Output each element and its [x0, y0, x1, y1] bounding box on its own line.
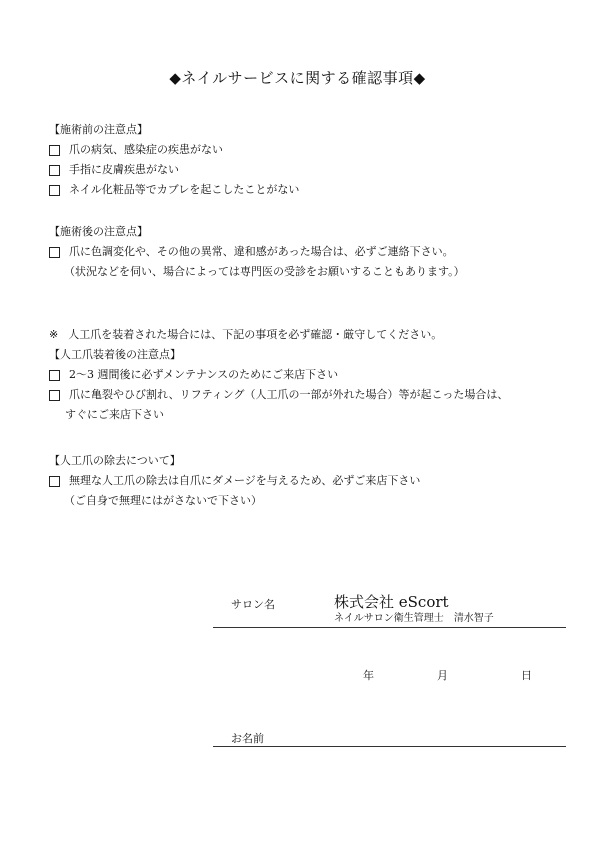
date-year-label: 年	[363, 669, 374, 682]
artificial-section	[49, 325, 559, 425]
after-note: （状況などを伺い、場合によっては専門医の受診をお願いすることもあります。）	[64, 265, 465, 278]
checklist-item-text: 爪に亀裂やひび割れ、リフティング（人工爪の一部が外れた場合）等が起こった場合は、	[69, 388, 509, 401]
company-name: 株式会社 eScort	[334, 593, 449, 611]
date-month-label: 月	[437, 669, 448, 682]
notice-text: 人工爪を装着された場合には、下記の事項を必ず確認・厳守してください。	[68, 328, 443, 341]
manager-title: ネイルサロン衛生管理士	[334, 613, 444, 624]
checklist-item	[49, 385, 559, 405]
checklist-item-text: ネイル化粧品等でカブレを起こしたことがない	[69, 183, 300, 196]
checklist-item-text: 爪の病気、感染症の疾患がない	[69, 143, 223, 156]
checkbox-icon	[49, 390, 60, 401]
after-section	[49, 222, 559, 282]
salon-underline	[213, 627, 566, 628]
removal-heading: 【人工爪の除去について】	[49, 454, 181, 467]
checklist-item	[49, 471, 559, 491]
checklist-item	[49, 160, 559, 180]
before-heading: 【施術前の注意点】	[49, 123, 148, 136]
notice-line	[49, 325, 559, 345]
checklist-item	[49, 242, 559, 262]
checklist-item	[49, 140, 559, 160]
after-heading: 【施術後の注意点】	[49, 225, 148, 238]
checklist-item-text: 爪に色調変化や、その他の異常、違和感があった場合は、必ずご連絡下さい。	[69, 245, 454, 258]
salon-label: サロン名	[231, 598, 275, 611]
removal-section	[49, 451, 559, 511]
date-day-label: 日	[521, 669, 532, 682]
checkbox-icon	[49, 185, 60, 196]
customer-name-label: お名前	[231, 732, 264, 745]
removal-note: （ご自身で無理にはがさないで下さい）	[64, 494, 262, 507]
manager-line	[334, 609, 494, 624]
checkbox-icon	[49, 145, 60, 156]
checklist-item	[49, 180, 559, 200]
customer-name-underline[interactable]	[213, 746, 566, 747]
checkbox-icon	[49, 247, 60, 258]
checklist-item-text: 手指に皮膚疾患がない	[69, 163, 179, 176]
artificial-heading: 【人工爪装着後の注意点】	[49, 348, 181, 361]
checklist-item	[49, 365, 559, 385]
page-title: ◆ネイルサービスに関する確認事項◆	[169, 69, 426, 87]
checklist-item-text: 2～3 週間後に必ずメンテナンスのためにご来店下さい	[69, 368, 339, 381]
checkbox-icon	[49, 165, 60, 176]
notice-mark: ※	[49, 328, 59, 341]
checkbox-icon	[49, 476, 60, 487]
checklist-item-continued: すぐにご来店下さい	[65, 408, 164, 421]
before-section	[49, 120, 559, 200]
checkbox-icon	[49, 370, 60, 381]
checklist-item-text: 無理な人工爪の除去は自爪にダメージを与えるため、必ずご来店下さい	[69, 474, 421, 487]
manager-name: 清水智子	[453, 613, 494, 624]
